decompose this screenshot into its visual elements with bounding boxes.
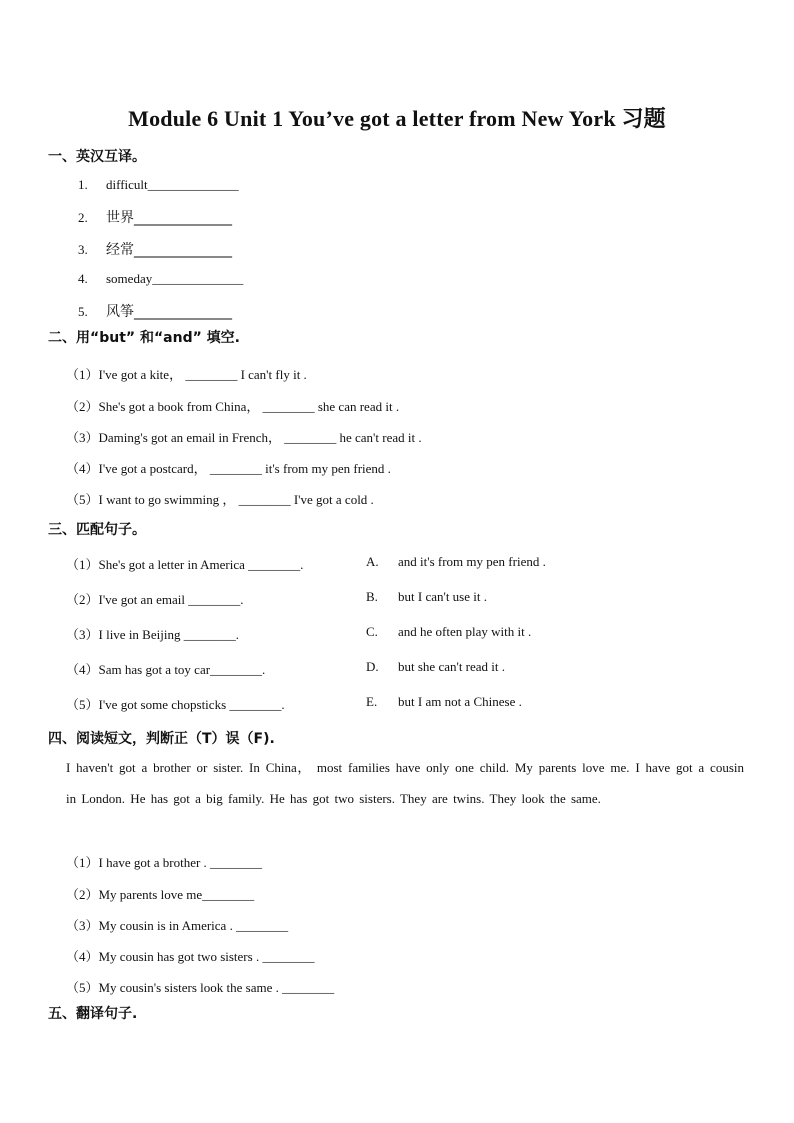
option-text: but I can't use it . — [398, 589, 487, 604]
item-number: 2. — [78, 210, 88, 225]
option-text: and he often play with it . — [398, 624, 532, 639]
true-false-item: （4）My cousin has got two sisters . ________ — [66, 949, 315, 964]
item-number: 5. — [78, 304, 88, 319]
item-text: someday______________ — [106, 271, 244, 286]
match-option — [366, 694, 522, 710]
list-item — [78, 207, 232, 227]
reading-passage: I haven't got a brother or sister. In China， most families have only one child. My parents love me. I have got a cousin in London. He has got a big family. He has got two sisters. They are twins. They look the same. — [66, 760, 744, 806]
list-item — [78, 301, 232, 321]
match-option — [366, 554, 546, 570]
item-number: 4. — [78, 271, 88, 286]
list-item — [78, 271, 243, 287]
true-false-item: （2）My parents love me________ — [66, 887, 255, 902]
option-text: but I am not a Chinese . — [398, 694, 522, 709]
fill-blank-item: （1）I've got a kite， ________ I can't fly it . — [66, 367, 307, 382]
section1-heading: 一、英汉互译。 — [48, 149, 146, 165]
item-text: 风筝______________ — [106, 304, 232, 320]
true-false-item: （5）My cousin's sisters look the same . ________ — [66, 980, 335, 995]
option-letter: D. — [366, 659, 379, 674]
section3-heading: 三、匹配句子。 — [48, 522, 146, 538]
match-left-item: （4）Sam has got a toy car________. — [66, 662, 266, 677]
section4-heading: 四、阅读短文，判断正（T）误（F). — [48, 731, 275, 747]
option-letter: C. — [366, 624, 378, 639]
match-left-item: （3）I live in Beijing ________. — [66, 627, 239, 642]
true-false-item: （3）My cousin is in America . ________ — [66, 918, 289, 933]
match-option — [366, 589, 487, 605]
fill-blank-item: （4）I've got a postcard， ________ it's from my pen friend . — [66, 461, 391, 476]
list-item — [78, 239, 232, 259]
section2-heading: 二、用“but” 和“and” 填空. — [48, 330, 240, 346]
fill-blank-item: （3）Daming's got an email in French， ________ he can't read it . — [66, 430, 422, 445]
option-letter: A. — [366, 554, 379, 569]
item-text: 世界______________ — [106, 210, 232, 226]
page-title: Module 6 Unit 1 You’ve got a letter from New York 习题 — [128, 106, 666, 131]
item-text: 经常______________ — [106, 242, 232, 258]
match-left-item: （2）I've got an email ________. — [66, 592, 244, 607]
match-left-item: （5）I've got some chopsticks ________. — [66, 697, 285, 712]
item-text: difficult______________ — [106, 177, 239, 192]
true-false-item: （1）I have got a brother . ________ — [66, 855, 263, 870]
section5-heading: 五、翻译句子. — [48, 1006, 138, 1022]
fill-blank-item: （5）I want to go swimming ， ________ I've got a cold . — [66, 492, 374, 507]
option-text: but she can't read it . — [398, 659, 506, 674]
match-left-item: （1）She's got a letter in America ________. — [66, 557, 304, 572]
option-text: and it's from my pen friend . — [398, 554, 546, 569]
fill-blank-item: （2）She's got a book from China， ________ she can read it . — [66, 399, 400, 414]
match-option — [366, 659, 505, 675]
option-letter: E. — [366, 694, 378, 709]
list-item — [78, 177, 239, 193]
item-number: 3. — [78, 242, 88, 257]
item-number: 1. — [78, 177, 88, 192]
option-letter: B. — [366, 589, 378, 604]
match-option — [366, 624, 531, 640]
